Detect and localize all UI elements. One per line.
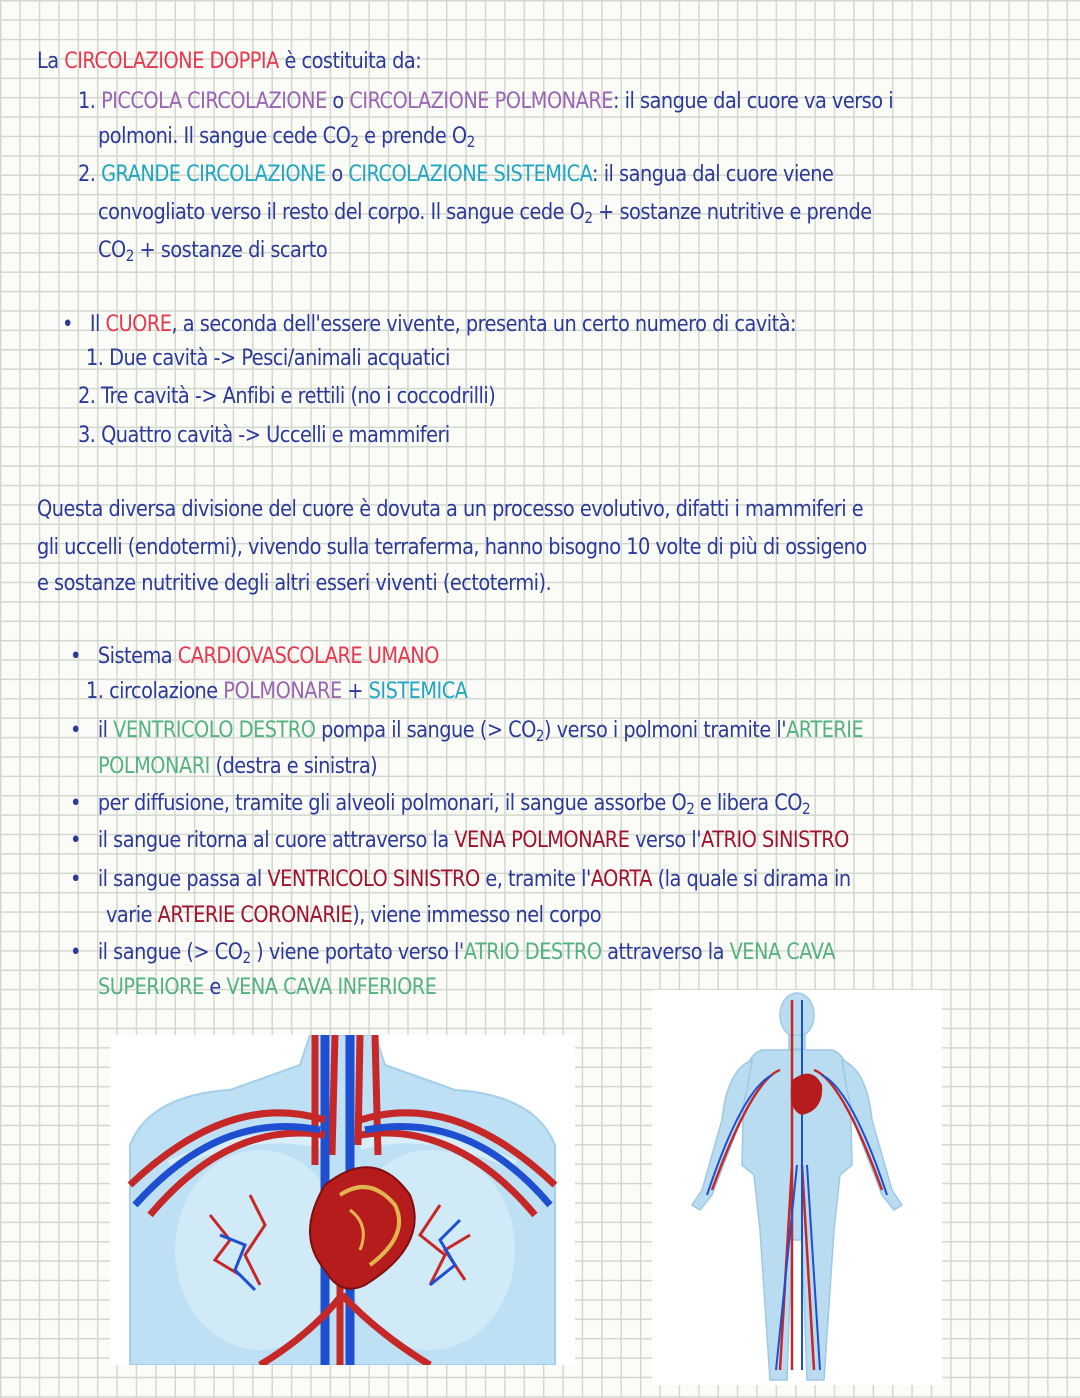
text: verso l' xyxy=(629,827,702,853)
keyword-cuore: CUORE xyxy=(105,311,172,337)
keyword-piccola-circolazione: PICCOLA CIRCOLAZIONE xyxy=(101,88,327,114)
cuore-line-4: 3. Quattro cavità -> Uccelli e mammiferi xyxy=(78,422,450,448)
keyword-ventricolo-sinistro: VENTRICOLO SINISTRO xyxy=(267,866,480,892)
keyword-cardiovascolare-umano: CARDIOVASCOLARE UMANO xyxy=(177,643,439,669)
text: CO xyxy=(98,237,126,263)
keyword-atrio-sinistro: ATRIO SINISTRO xyxy=(701,827,849,853)
text: + sostanze nutritive e prende xyxy=(592,199,872,225)
text: il sangue passa al xyxy=(97,866,268,892)
text: ) viene portato verso l' xyxy=(250,939,464,965)
sistema-line-1 xyxy=(70,641,439,671)
text: attraverso la xyxy=(601,939,730,965)
keyword-circolazione-doppia: CIRCOLAZIONE DOPPIA xyxy=(64,48,279,74)
text: e xyxy=(203,974,227,1000)
body-illustration-svg xyxy=(652,990,942,1385)
intro-line-4 xyxy=(78,159,833,189)
sistema-line-6 xyxy=(70,825,849,855)
text: , a seconda dell'essere vivente, presenta un certo numero di cavità: xyxy=(171,311,797,337)
text: e libera CO xyxy=(694,790,802,816)
intro-line-3 xyxy=(98,121,475,151)
keyword-ventricolo-destro: VENTRICOLO DESTRO xyxy=(113,717,316,743)
sistema-line-2 xyxy=(86,676,467,706)
text: varie xyxy=(106,902,158,928)
text: il sangue ritorna al cuore attraverso la xyxy=(97,827,455,853)
text: : il sangue dal cuore va verso i xyxy=(612,88,894,114)
keyword-circolazione-sistemica: CIRCOLAZIONE SISTEMICA xyxy=(348,161,593,187)
evolution-line-3: e sostanze nutritive degli altri esseri viventi (ectotermi). xyxy=(37,570,552,596)
keyword-vena-cava-inferiore: VENA CAVA INFERIORE xyxy=(226,974,437,1000)
text: + xyxy=(341,678,369,704)
text: per diffusione, tramite gli alveoli polmonari, il sangue assorbe O xyxy=(97,790,687,816)
subscript: 2 xyxy=(686,798,695,818)
keyword-arterie: ARTERIE xyxy=(786,717,864,743)
sistema-line-8 xyxy=(106,900,601,930)
sistema-line-5 xyxy=(70,788,810,818)
bullet: • xyxy=(70,643,81,669)
subscript: 2 xyxy=(801,798,811,818)
bullet: • xyxy=(70,866,81,892)
subscript: 2 xyxy=(350,131,359,151)
evolution-line-2: gli uccelli (endotermi), vivendo sulla terraferma, hanno bisogno 10 volte di più di ossigeno xyxy=(37,534,867,560)
text: e, tramite l' xyxy=(479,866,591,892)
bullet: • xyxy=(70,939,81,965)
keyword-sistemica: SISTEMICA xyxy=(368,678,468,704)
text: ), viene immesso nel corpo xyxy=(352,902,602,928)
text: il xyxy=(97,717,114,743)
text: (la quale si dirama in xyxy=(651,866,851,892)
text: 1. circolazione xyxy=(86,678,224,704)
text: Il xyxy=(89,311,106,337)
intro-line-1 xyxy=(37,46,421,76)
keyword-vena-cava: VENA CAVA xyxy=(729,939,835,965)
keyword-vena-polmonare: VENA POLMONARE xyxy=(454,827,630,853)
keyword-aorta: AORTA xyxy=(590,866,652,892)
text: o xyxy=(325,161,349,187)
body-cardiovascular-image xyxy=(652,990,942,1385)
cuore-line-3: 2. Tre cavità -> Anfibi e rettili (no i coccodrilli) xyxy=(78,383,496,409)
cuore-line-2: 1. Due cavità -> Pesci/animali acquatici xyxy=(86,345,450,371)
chest-illustration-svg xyxy=(110,1035,575,1365)
keyword-grande-circolazione: GRANDE CIRCOLAZIONE xyxy=(101,161,326,187)
sistema-line-3 xyxy=(70,715,863,745)
chest-cardiovascular-image xyxy=(110,1035,575,1365)
subscript: 2 xyxy=(584,207,593,227)
list-number: 1. xyxy=(78,88,102,114)
intro-line-6 xyxy=(98,235,327,265)
keyword-polmonari: POLMONARI xyxy=(98,753,210,779)
text: o xyxy=(326,88,350,114)
sistema-line-4 xyxy=(98,751,377,781)
intro-line-5 xyxy=(98,197,872,227)
sistema-line-9 xyxy=(70,937,835,967)
bullet: • xyxy=(70,827,81,853)
subscript: 2 xyxy=(535,725,544,745)
cuore-line-1 xyxy=(62,309,796,339)
subscript: 2 xyxy=(242,947,251,967)
intro-line-2 xyxy=(78,86,893,116)
text: ) verso i polmoni tramite l' xyxy=(543,717,787,743)
bullet: • xyxy=(70,717,81,743)
text: convogliato verso il resto del corpo. Il sangue cede O xyxy=(98,199,585,225)
text: il sangue (> CO xyxy=(97,939,243,965)
list-number: 2. xyxy=(78,161,102,187)
text: polmoni. Il sangue cede CO xyxy=(98,123,351,149)
keyword-atrio-destro: ATRIO DESTRO xyxy=(463,939,602,965)
text: + sostanze di scarto xyxy=(133,237,328,263)
sistema-line-10 xyxy=(98,972,436,1002)
subscript: 2 xyxy=(466,131,475,151)
text: : il sangua dal cuore viene xyxy=(592,161,834,187)
text: pompa il sangue (> CO xyxy=(315,717,536,743)
bullet: • xyxy=(62,311,73,337)
evolution-line-1: Questa diversa divisione del cuore è dovuta a un processo evolutivo, difatti i mammiferi e xyxy=(37,496,864,522)
text: La xyxy=(37,48,65,74)
keyword-circolazione-polmonare: CIRCOLAZIONE POLMONARE xyxy=(349,88,613,114)
text: è costituita da: xyxy=(278,48,422,74)
keyword-superiore: SUPERIORE xyxy=(98,974,204,1000)
text: Sistema xyxy=(97,643,178,669)
keyword-arterie-coronarie: ARTERIE CORONARIE xyxy=(157,902,353,928)
bullet: • xyxy=(70,790,81,816)
keyword-polmonare: POLMONARE xyxy=(223,678,342,704)
text: e prende O xyxy=(358,123,467,149)
subscript: 2 xyxy=(125,245,134,265)
sistema-line-7 xyxy=(70,864,851,894)
text: (destra e sinistra) xyxy=(209,753,378,779)
